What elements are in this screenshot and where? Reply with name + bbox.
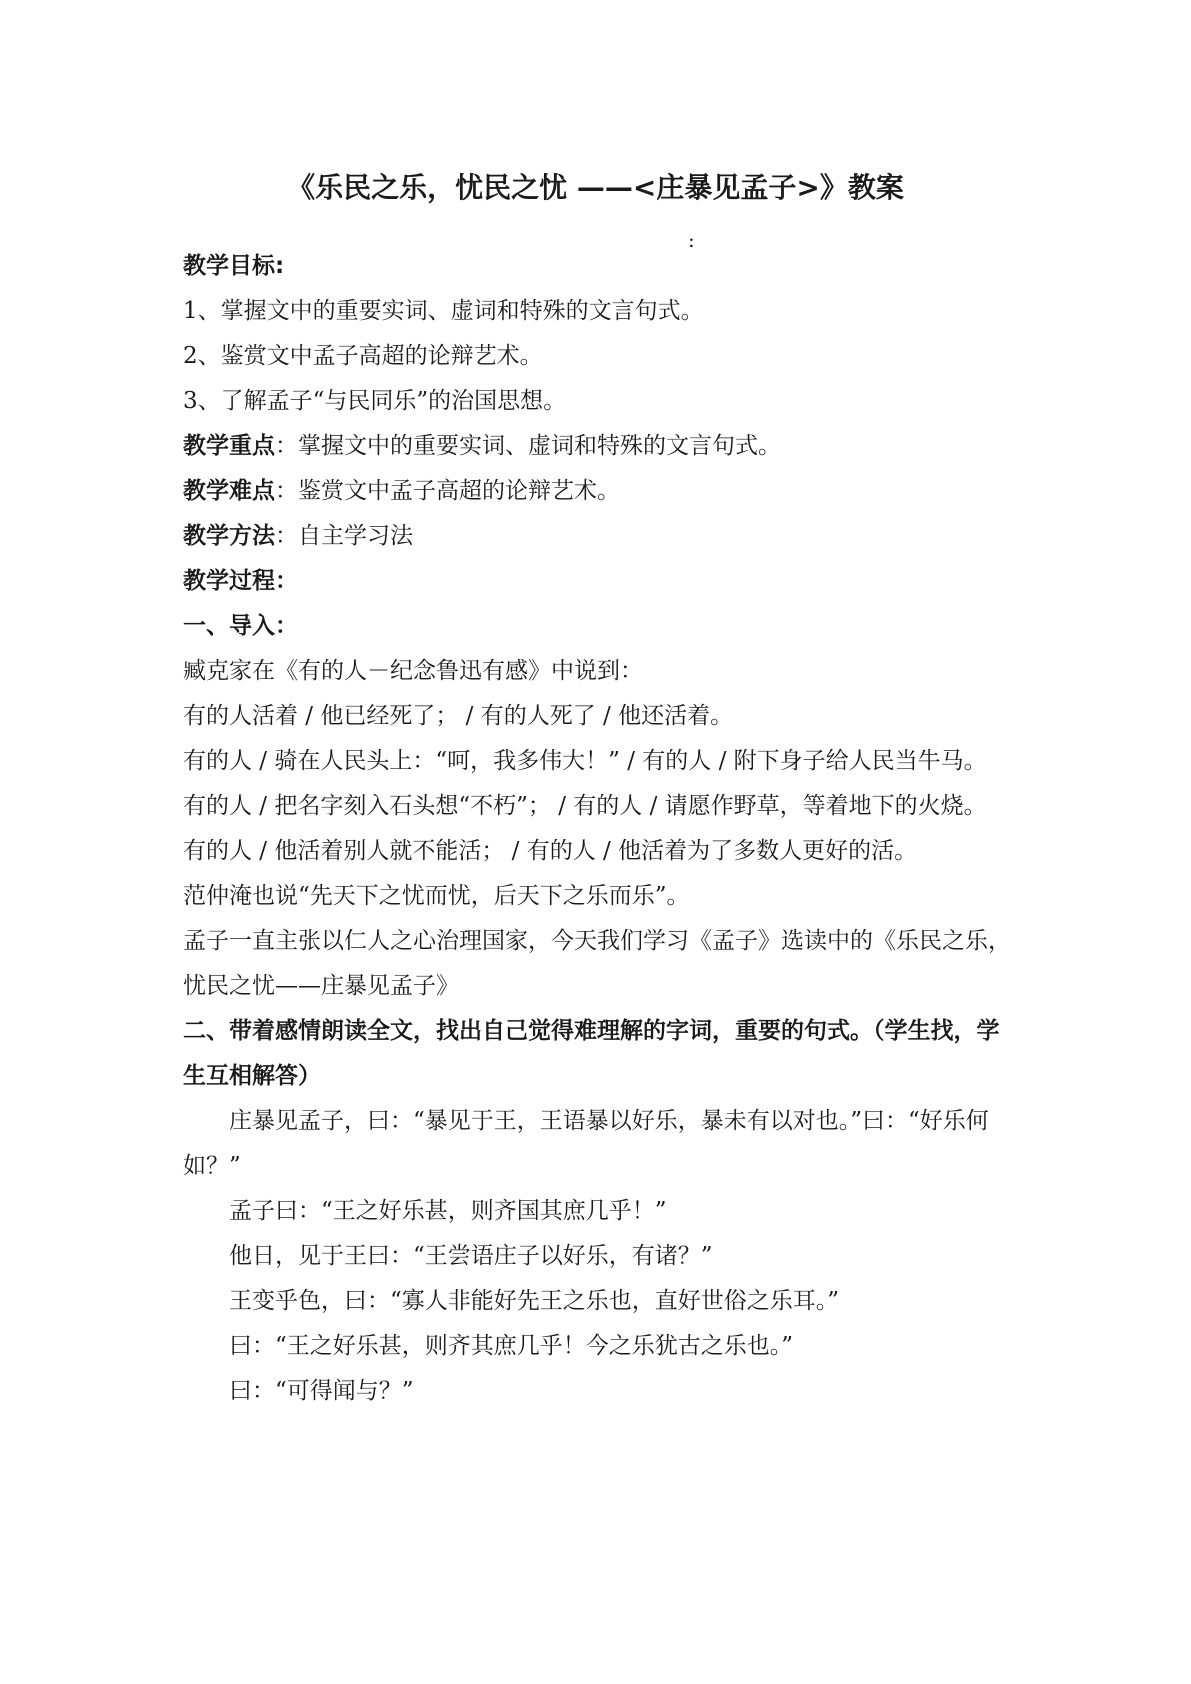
- method-line: [183, 514, 1013, 559]
- intro-line: 有的人 / 骑在人民头上：“呵，我多伟大！” / 有的人 / 附下身子给人民当牛马。: [183, 748, 987, 774]
- classical-text-line: 王变乎色，曰：“寡人非能好先王之乐也，直好世俗之乐耳。”: [229, 1288, 840, 1314]
- objective-item: 1、掌握文中的重要实词、虚词和特殊的文言句式。: [183, 298, 704, 324]
- intro-line: 臧克家在《有的人－纪念鲁迅有感》中说到：: [183, 658, 643, 684]
- document-body: [183, 244, 1013, 1414]
- difficulty-line: [183, 469, 1013, 514]
- objective-item: 3、了解孟子“与民同乐”的治国思想。: [183, 388, 567, 414]
- intro-line: 有的人 / 他活着别人就不能活； / 有的人 / 他活着为了多数人更好的活。: [183, 838, 918, 864]
- section1-heading: 一、导入：: [183, 613, 298, 639]
- colon-mark: :: [688, 228, 695, 252]
- intro-line: 范仲淹也说“先天下之忧而忧，后天下之乐而乐”。: [183, 883, 690, 909]
- method-text: ：自主学习法: [275, 523, 413, 549]
- classical-text-line: 庄暴见孟子，曰：“暴见于王，王语暴以好乐，暴未有以对也。”曰：“好乐何如？”: [183, 1108, 989, 1179]
- focus-line: [183, 424, 1013, 469]
- objectives-heading: 教学目标:: [183, 253, 285, 279]
- intro-line: 孟子一直主张以仁人之心治理国家，今天我们学习《孟子》选读中的《乐民之乐，忧民之忧——庄暴见孟子》: [183, 928, 1011, 999]
- classical-text-line: 曰：“王之好乐甚，则齐其庶几乎！今之乐犹古之乐也。”: [229, 1333, 794, 1359]
- objective-item: 2、鉴赏文中孟子高超的论辩艺术。: [183, 343, 543, 369]
- focus-text: ：掌握文中的重要实词、虚词和特殊的文言句式。: [275, 433, 781, 459]
- method-label: 教学方法: [183, 523, 275, 549]
- focus-label: 教学重点: [183, 433, 275, 459]
- difficulty-label: 教学难点: [183, 478, 275, 504]
- difficulty-text: ：鉴赏文中孟子高超的论辩艺术。: [275, 478, 620, 504]
- section2-heading: 二、带着感情朗读全文，找出自己觉得难理解的字词，重要的句式。（学生找，学生互相解答）: [183, 1018, 1000, 1089]
- intro-line: 有的人活着 / 他已经死了； / 有的人死了 / 他还活着。: [183, 703, 734, 729]
- classical-text-line: 他日，见于王曰：“王尝语庄子以好乐，有诸？”: [229, 1243, 713, 1269]
- classical-text-line: 曰：“可得闻与？”: [229, 1378, 414, 1404]
- process-heading: 教学过程：: [183, 568, 298, 594]
- document-title: 《乐民之乐，忧民之忧 ——<庄暴见孟子>》教案: [287, 171, 904, 204]
- intro-line: 有的人 / 把名字刻入石头想“不朽”； / 有的人 / 请愿作野草，等着地下的火烧。: [183, 793, 987, 819]
- classical-text-line: 孟子曰：“王之好乐甚，则齐国其庶几乎！”: [229, 1198, 667, 1224]
